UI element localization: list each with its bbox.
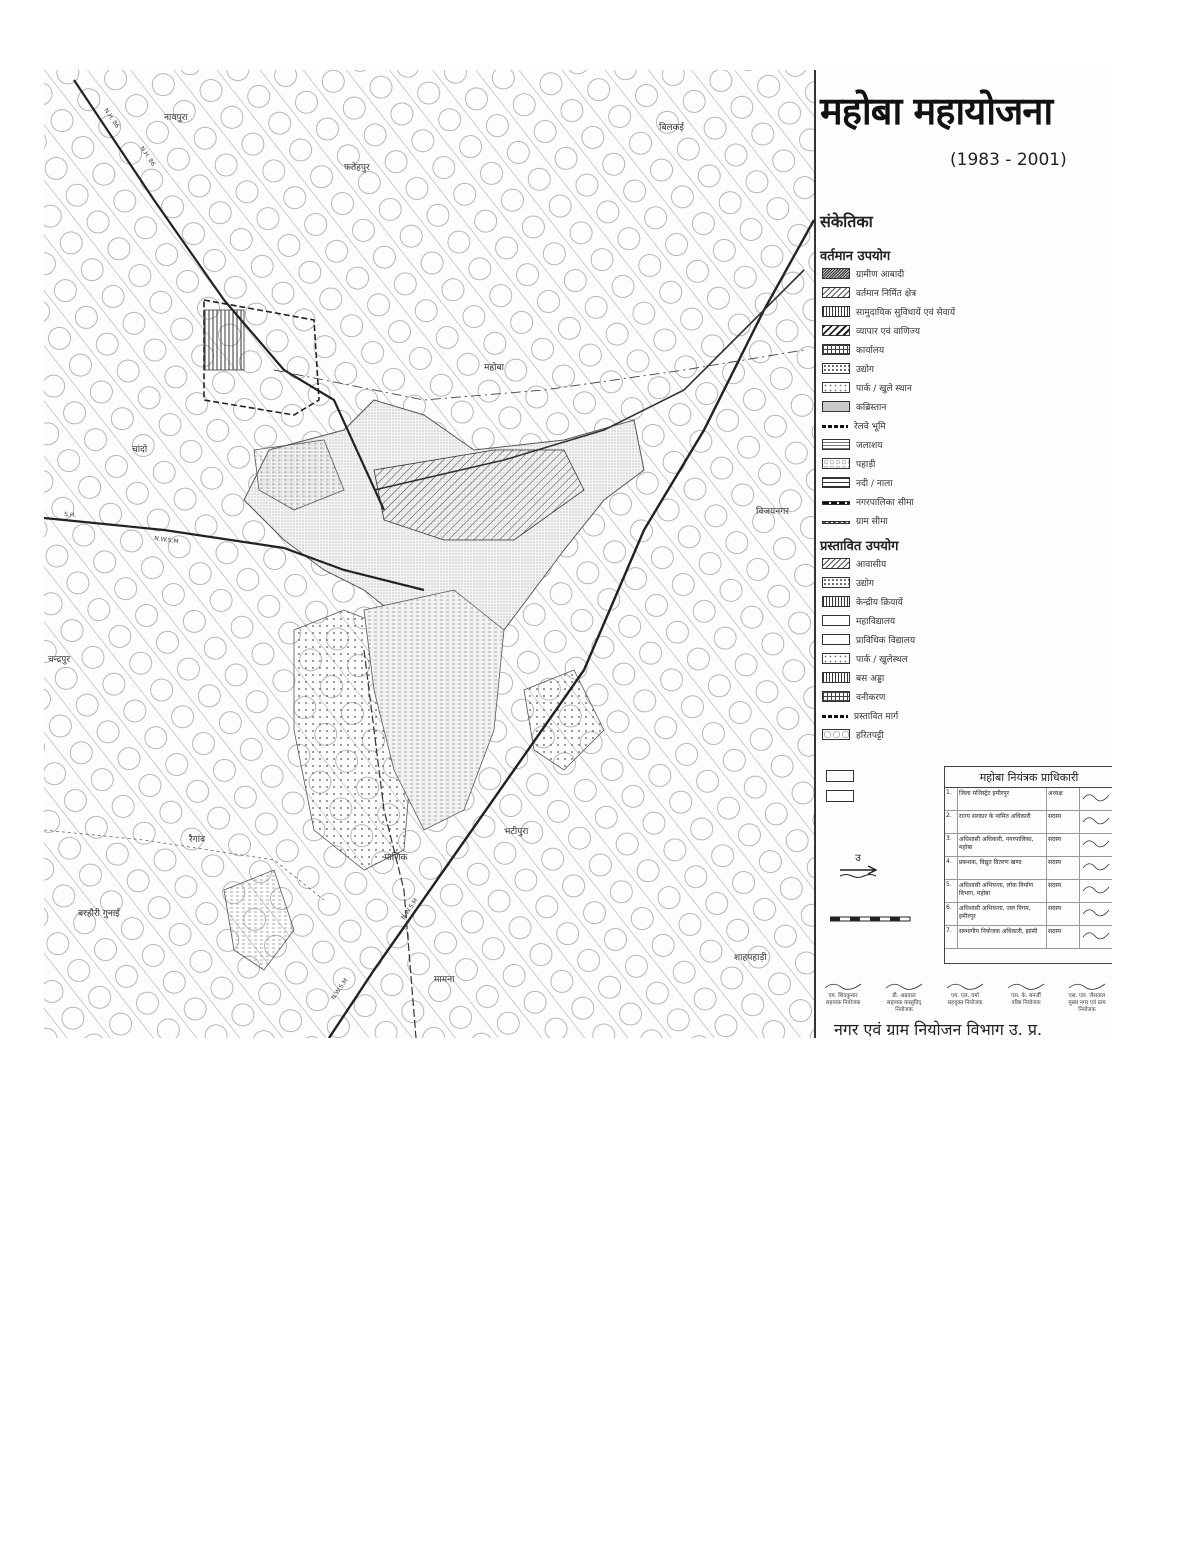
legend-item bbox=[822, 651, 908, 665]
signature-mark bbox=[820, 980, 866, 993]
legend-label: ग्राम सीमा bbox=[856, 516, 888, 527]
authority-role: सदस्य bbox=[1047, 811, 1080, 833]
authority-row bbox=[945, 926, 1112, 949]
authority-signature bbox=[1080, 926, 1112, 948]
road-label: N.W.S.M bbox=[399, 897, 420, 922]
signatory bbox=[1064, 980, 1110, 1014]
signature-mark bbox=[942, 980, 988, 993]
authority-signature bbox=[1080, 880, 1112, 902]
legend-label: प्रस्तावित मार्ग bbox=[854, 711, 899, 722]
signatory-name: एम. शिवकुमार bbox=[828, 993, 858, 999]
legend-item bbox=[822, 475, 893, 489]
place-label-raigaon: रैगांव bbox=[189, 835, 206, 845]
authority-no: 2. bbox=[945, 811, 958, 833]
signatory bbox=[881, 980, 927, 1014]
north-label: उ bbox=[855, 853, 861, 864]
road-label: N.W.S.M bbox=[329, 977, 350, 1002]
legend-item bbox=[822, 689, 885, 703]
legend-item bbox=[822, 437, 882, 451]
legend-item bbox=[822, 361, 874, 375]
authority-role: सदस्य bbox=[1047, 880, 1080, 902]
signatory bbox=[1003, 980, 1049, 1014]
legend-swatch bbox=[822, 558, 850, 569]
authority-row bbox=[945, 903, 1112, 926]
legend-label: कार्यालय bbox=[856, 345, 885, 356]
authority-no: 4. bbox=[945, 857, 958, 879]
legend-item bbox=[822, 456, 875, 470]
map-sheet bbox=[44, 70, 1112, 1038]
department-name: नगर एवं ग्राम नियोजन विभाग उ. प्र. bbox=[834, 1020, 1043, 1038]
signatory-title: सहायक नियोजक bbox=[825, 1000, 861, 1006]
legend-swatch bbox=[822, 363, 850, 374]
signatory-title: मुख्य नगर एवं ग्राम नियोजक bbox=[1068, 1000, 1106, 1013]
authority-text: राज्य सरकार के नामित अधिकारी bbox=[958, 811, 1047, 833]
authority-row bbox=[945, 834, 1112, 857]
legend-item bbox=[822, 708, 898, 722]
place-label-bhatipura: भटीपुरा bbox=[504, 827, 529, 837]
legend-label: प्राविधिक विद्यालय bbox=[856, 635, 916, 646]
authority-role: सदस्य bbox=[1047, 926, 1080, 948]
scale-bar-icon bbox=[830, 915, 920, 923]
legend-swatch bbox=[822, 477, 850, 488]
north-arrow-icon bbox=[838, 864, 878, 880]
legend-label: सामुदायिक सुविधायें एवं सेवायें bbox=[856, 307, 956, 318]
legend-label: केन्द्रीय क्रियायें bbox=[856, 597, 903, 608]
legend-swatch bbox=[822, 691, 850, 702]
road-label: N.H. 86 bbox=[138, 145, 157, 168]
road-label: N.W.S.M bbox=[153, 535, 179, 546]
community-facilities bbox=[204, 310, 244, 370]
authority-row bbox=[945, 811, 1112, 834]
map-canvas[interactable] bbox=[44, 70, 814, 1038]
legend-item bbox=[822, 380, 912, 394]
authority-no: 6. bbox=[945, 903, 958, 925]
legend-swatch bbox=[822, 268, 850, 279]
legend-swatch bbox=[822, 458, 850, 469]
authority-signature bbox=[1080, 788, 1112, 810]
legend-item bbox=[822, 575, 874, 589]
legend-label: जलाशय bbox=[856, 440, 883, 451]
legend-swatch bbox=[822, 715, 848, 718]
authority-text: जिला मजिस्ट्रेट हमीरपुर bbox=[958, 788, 1047, 810]
road-label: S.H. bbox=[63, 511, 77, 520]
plan-title: महोबा महायोजना bbox=[820, 89, 1053, 133]
legend-swatch bbox=[822, 634, 850, 645]
legend-label: वर्तमान निर्मित क्षेत्र bbox=[856, 288, 917, 299]
legend-label: वनीकरण bbox=[856, 692, 886, 703]
signatory-title: वरिष्ठ नियोजक bbox=[1011, 1000, 1041, 1006]
proposed-use-heading: प्रस्तावित उपयोग bbox=[820, 539, 899, 554]
authority-no: 7. bbox=[945, 926, 958, 948]
legend-item bbox=[822, 285, 916, 299]
legend-item bbox=[822, 304, 955, 318]
place-label-bilkhai: बिलकई bbox=[659, 123, 684, 133]
place-label-chandpur: चन्द्रपुर bbox=[48, 655, 71, 665]
signature-mark bbox=[881, 980, 927, 993]
legend-panel bbox=[814, 70, 1112, 1038]
authority-signature bbox=[1080, 811, 1112, 833]
legend-item bbox=[822, 342, 884, 356]
legend-label: आवासीय bbox=[856, 559, 887, 570]
legend-swatch bbox=[822, 596, 850, 607]
legend-label: पहाड़ी bbox=[856, 459, 876, 470]
scale-bar bbox=[830, 908, 920, 927]
signatory-name: डी. अग्रवाल bbox=[892, 993, 916, 999]
signatory-title: सहयुक्त नियोजक bbox=[947, 1000, 983, 1006]
authority-signature bbox=[1080, 834, 1112, 856]
legend-swatch bbox=[822, 306, 850, 317]
legend-swatch bbox=[822, 501, 850, 505]
legend-blank-swatch bbox=[826, 790, 854, 802]
legend-label: हरितपट्टी bbox=[856, 730, 884, 741]
legend-item bbox=[822, 613, 895, 627]
legend-label: नगरपालिका सीमा bbox=[856, 497, 914, 508]
legend-swatch bbox=[822, 287, 850, 298]
authority-row bbox=[945, 857, 1112, 880]
legend-item bbox=[822, 494, 914, 508]
authority-role: सदस्य bbox=[1047, 857, 1080, 879]
legend-swatch bbox=[822, 439, 850, 450]
signatory bbox=[942, 980, 988, 1014]
legend-item bbox=[822, 727, 884, 741]
legend-swatch bbox=[822, 729, 850, 740]
legend-swatch bbox=[822, 344, 850, 355]
legend-item bbox=[822, 594, 903, 608]
legend-swatch bbox=[822, 425, 848, 428]
legend-item bbox=[822, 632, 915, 646]
signatory-title: सहायक वास्तुविद् नियोजक bbox=[886, 1000, 922, 1013]
legend-label: रेलवे भूमि bbox=[854, 421, 886, 432]
legend-item bbox=[822, 513, 888, 527]
authority-rows bbox=[945, 788, 1112, 949]
legend-item bbox=[822, 556, 886, 570]
signatory bbox=[820, 980, 866, 1014]
signature-mark bbox=[1064, 980, 1110, 993]
authority-role: अध्यक्ष bbox=[1047, 788, 1080, 810]
legend-label: उद्योग bbox=[856, 578, 875, 589]
place-label-mamna: मामना bbox=[434, 975, 455, 985]
place-label-manik: माणिक bbox=[384, 853, 408, 863]
authority-no: 3. bbox=[945, 834, 958, 856]
authority-role: सदस्य bbox=[1047, 903, 1080, 925]
legend-item bbox=[822, 418, 886, 432]
legend-label: व्यापार एवं वाणिज्य bbox=[856, 326, 920, 337]
legend-swatch bbox=[822, 382, 850, 393]
north-arrow bbox=[838, 850, 878, 884]
authority-signature bbox=[1080, 857, 1112, 879]
legend-item bbox=[822, 399, 886, 413]
legend-swatch bbox=[822, 325, 850, 336]
authority-row bbox=[945, 788, 1112, 811]
authority-row bbox=[945, 880, 1112, 903]
legend-label: नदी / नाला bbox=[856, 478, 893, 489]
signatory-name: एम. एल. वर्मा bbox=[951, 993, 979, 999]
authority-signature bbox=[1080, 903, 1112, 925]
legend-label: पार्क / खुले स्थान bbox=[856, 383, 912, 394]
place-label-naypura: नायपुरा bbox=[164, 113, 188, 123]
authority-text: अधिशासी अभियन्ता, लोक निर्माण विभाग, महोबा bbox=[958, 880, 1047, 902]
authority-text: अधिशासी अभियन्ता, जल निगम, हमीरपुर bbox=[958, 903, 1047, 925]
place-label-gonai: बरहौरी गुनाई bbox=[78, 909, 120, 919]
authority-table bbox=[944, 766, 1112, 964]
legend-swatch bbox=[822, 672, 850, 683]
place-label-shahpahadi: शाहपहाड़ी bbox=[734, 953, 767, 963]
plan-years: (1983 - 2001) bbox=[950, 150, 1067, 170]
authority-role: सदस्य bbox=[1047, 834, 1080, 856]
authority-heading: महोबा नियंत्रक प्राधिकारी bbox=[945, 767, 1112, 788]
place-label-chando: चांदो bbox=[132, 445, 148, 455]
legend-heading: संकेतिका bbox=[820, 212, 873, 231]
signatory-name: एस. के. बनर्जी bbox=[1011, 993, 1041, 999]
authority-text: प्रबन्धक, विद्युत वितरण खण्ड bbox=[958, 857, 1047, 879]
signature-mark bbox=[1003, 980, 1049, 993]
authority-no: 1. bbox=[945, 788, 958, 810]
legend-swatch bbox=[822, 521, 850, 524]
authority-text: अधिशासी अधिकारी, नगरपालिका, महोबा bbox=[958, 834, 1047, 856]
legend-swatch bbox=[822, 615, 850, 626]
authority-no: 5. bbox=[945, 880, 958, 902]
legend-swatch bbox=[822, 653, 850, 664]
legend-label: ग्रामीण आबादी bbox=[856, 269, 905, 280]
legend-label: बस अड्डा bbox=[856, 673, 885, 684]
legend-label: पार्क / खुलेस्थल bbox=[856, 654, 908, 665]
legend-swatch bbox=[822, 401, 850, 412]
legend-item bbox=[822, 323, 920, 337]
signatory-name: एस. एल. जैसवाल bbox=[1068, 993, 1106, 999]
master-plan-map[interactable] bbox=[44, 70, 814, 1038]
legend-label: कब्रिस्तान bbox=[856, 402, 887, 413]
legend-item bbox=[822, 670, 884, 684]
existing-use-heading: वर्तमान उपयोग bbox=[820, 249, 891, 264]
legend-swatch bbox=[822, 577, 850, 588]
legend-item bbox=[822, 266, 904, 280]
legend-blank-swatch bbox=[826, 770, 854, 782]
authority-text: सम्भागीय नियोजक अधिकारी, झांसी bbox=[958, 926, 1047, 948]
place-label-mahoba: महोबा bbox=[484, 363, 504, 373]
place-label-vijaynagar: विजयनगर bbox=[756, 507, 789, 517]
signatories bbox=[820, 980, 1110, 1014]
road-label: N.H. 86 bbox=[102, 107, 121, 130]
legend-label: महाविद्यालय bbox=[856, 616, 896, 627]
place-label-fatehpur: फतेहपुर bbox=[344, 163, 370, 173]
legend-label: उद्योग bbox=[856, 364, 875, 375]
